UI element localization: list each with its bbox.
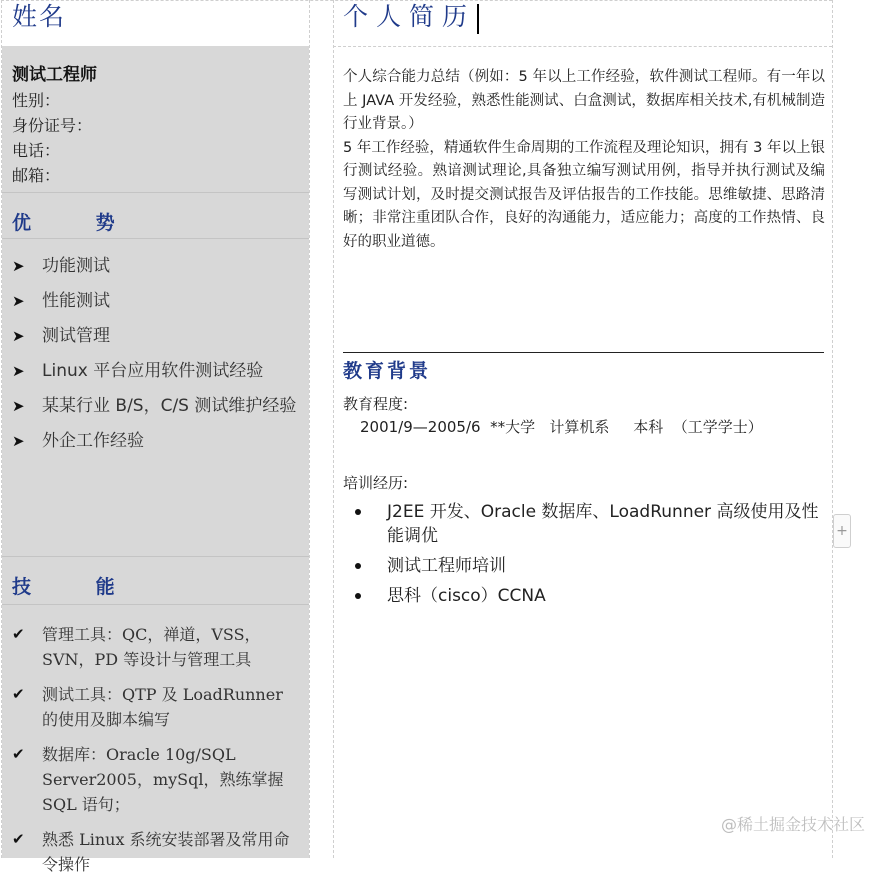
arrow-bullet-icon: ➤ xyxy=(12,257,25,275)
table-border-mid xyxy=(309,0,310,858)
name-heading: 姓名 xyxy=(12,2,67,31)
arrow-bullet-icon: ➤ xyxy=(12,397,25,415)
resume-title: 个人简历 xyxy=(343,2,476,31)
summary-section xyxy=(343,66,825,254)
list-item: 思科（cisco）CCNA xyxy=(343,584,823,608)
strengths-heading-char-1: 优 xyxy=(12,212,32,234)
list-item: ➤ 外企工作经验 xyxy=(12,429,297,454)
list-item: ➤ 测试管理 xyxy=(12,324,297,349)
strengths-list xyxy=(12,254,297,464)
skills-top-rule xyxy=(2,556,309,557)
email-field: 邮箱： xyxy=(12,166,61,185)
gender-field: 性别： xyxy=(12,91,61,110)
id-number-field: 身份证号： xyxy=(12,116,93,135)
bullet-dot-icon xyxy=(355,509,361,515)
checkmark-icon: ✔ xyxy=(12,625,25,643)
bullet-dot-icon xyxy=(355,593,361,599)
skills-heading-char-2: 能 xyxy=(95,576,115,598)
checkmark-icon: ✔ xyxy=(12,830,25,848)
arrow-bullet-icon: ➤ xyxy=(12,292,25,310)
job-title: 测试工程师 xyxy=(12,65,97,85)
training-list xyxy=(343,500,823,614)
watermark: @稀土掘金技术社区 xyxy=(720,815,865,834)
list-item: ✔ 数据库：Oracle 10g/SQL Server2005，mySql，熟练掌握 SQL 语句； xyxy=(12,742,297,817)
list-item: ➤ 性能测试 xyxy=(12,289,297,314)
table-border-right xyxy=(832,0,833,858)
education-heading: 教育背景 xyxy=(343,360,432,382)
list-item: J2EE 开发、Oracle 数据库、LoadRunner 高级使用及性能调优 xyxy=(343,500,823,548)
degree-label: 教育程度: xyxy=(343,395,409,413)
list-item: 测试工程师培训 xyxy=(343,554,823,578)
summary-paragraph-1: 个人综合能力总结（例如：5 年以上工作经验，软件测试工程师。有一年以上 JAVA 开发经验，熟悉性能测试、白盒测试，数据库相关技术,有机械制造行业背景。） xyxy=(343,69,825,132)
bullet-dot-icon xyxy=(355,563,361,569)
arrow-bullet-icon: ➤ xyxy=(12,327,25,345)
skills-rule xyxy=(2,604,309,605)
profile-block xyxy=(12,62,302,188)
strengths-top-rule xyxy=(2,192,309,193)
degree-line: 2001/9—2005/6 **大学 计算机系 本科 （工学学士） xyxy=(360,418,763,436)
list-item: ➤ Linux 平台应用软件测试经验 xyxy=(12,359,297,384)
list-item: ➤ 某某行业 B/S，C/S 测试维护经验 xyxy=(12,394,297,419)
strengths-heading-char-2: 势 xyxy=(95,212,115,234)
education-rule xyxy=(343,352,824,353)
table-border-right-col xyxy=(333,0,334,858)
phone-field: 电话： xyxy=(12,141,61,160)
arrow-bullet-icon: ➤ xyxy=(12,362,25,380)
checkmark-icon: ✔ xyxy=(12,685,25,703)
checkmark-icon: ✔ xyxy=(12,745,25,763)
strengths-heading xyxy=(12,208,302,235)
list-item: ✔ 测试工具：QTP 及 LoadRunner 的使用及脚本编写 xyxy=(12,682,297,732)
text-cursor xyxy=(477,4,479,34)
skills-heading-char-1: 技 xyxy=(12,576,32,598)
skills-heading xyxy=(12,572,302,599)
list-item: ✔ 管理工具：QC，禅道，VSS，SVN，PD 等设计与管理工具 xyxy=(12,622,297,672)
list-item: ✔ 熟悉 Linux 系统安装部署及常用命令操作 xyxy=(12,827,297,877)
arrow-bullet-icon: ➤ xyxy=(12,432,25,450)
list-item: ➤ 功能测试 xyxy=(12,254,297,279)
add-row-handle[interactable]: + xyxy=(833,514,851,548)
summary-paragraph-2: 5 年工作经验，精通软件生命周期的工作流程及理论知识，拥有 3 年以上银行测试经验。熟谙测试理论,具备独立编写测试用例，指导并执行测试及编写测试计划，及时提交测试报告及评估报告的工作技能。思维敏捷、思路清晰；非常注重团队合作，良好的沟通能力，适应能力；高度的工作热情、良好的职业道德。 xyxy=(343,139,825,250)
strengths-rule xyxy=(2,238,309,239)
table-header-divider xyxy=(333,46,832,47)
skills-list xyxy=(12,622,297,887)
training-label: 培训经历: xyxy=(343,474,409,492)
